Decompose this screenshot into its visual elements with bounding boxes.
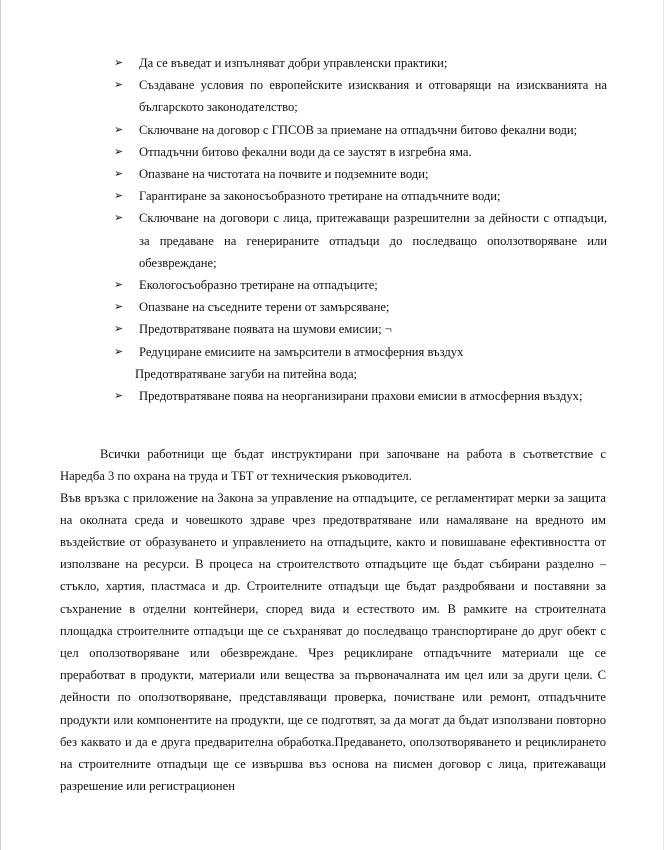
list-item: ➢ Да се въведат и изпълняват добри управленски практики; (0, 52, 664, 74)
list-item: ➢ Редуциране емисиите на замърсители в атмосферния въздух (0, 341, 664, 363)
arrowhead-bullet-icon: ➢ (114, 78, 124, 92)
list-item: ➢ Опазване на съседните терени от замърсяване; (0, 296, 664, 318)
arrowhead-bullet-icon: ➢ (114, 122, 124, 136)
measures-bullet-list (0, 52, 664, 407)
arrowhead-bullet-icon: ➢ (114, 211, 124, 225)
instruction-paragraph: Всички работници ще бъдат инструктирани при започване на работа в съответствие с Наредба 3 по охрана на труда и ТБТ от техническия ръководител. (60, 446, 606, 483)
list-item: ➢ Опазване на чистотата на почвите и подземните води; (0, 163, 664, 185)
arrowhead-bullet-icon: ➢ (114, 322, 124, 336)
arrowhead-bullet-icon: ➢ (114, 344, 124, 358)
arrowhead-bullet-icon: ➢ (114, 300, 124, 314)
list-item: ➢ Сключване на договори с лица, притежаващи разрешителни за дейности с отпадъци, за предаване на генерираните отпадъци до последващо оползотворяване или обезвреждане; (0, 207, 664, 274)
list-item: ➢ Екологосъобразно третиране на отпадъците; (0, 274, 664, 296)
waste-management-paragraph: Във връзка с приложение на Закона за управление на отпадъците, се регламентират мерки за защита на околната среда и човешкото здраве чрез предотвратяване или намаляване на вредното им въздействие от образуването и управлението на отпадъците, както и повишаване ефективността от използване на ресурси. В процеса на строителството отпадъците ще бъдат събирани разделно – стъкло, хартия, пластмаса и др. Строителните отпадъци ще бъдат раздробявани и поставяни за съхранение в отделни контейнери, според вида и естеството им. В рамките на строителната площадка строителните отпадъци ще се съхраняват до последващо транспортиране до друг обект с цел оползотворяване или обезвреждане. Чрез рециклиране отпадъчните материали ще се преработват в продукти, материали или вещества за първоначалната им цел или за други цели. С дейности по оползотворяване, представляващи проверка, почистване или ремонт, отпадъчните продукти или компонентите на продукти, ще се подготвят, за да могат да бъдат използвани повторно без каквато и да е друга предварителна обработка.Предаването, оползотворяването и рециклирането на строителните отпадъци ще се извършва въз основа на писмен договор с лица, притежаващи разрешение или регистрационен (60, 490, 606, 794)
arrowhead-bullet-icon: ➢ (114, 56, 124, 69)
arrowhead-bullet-icon: ➢ (114, 144, 124, 158)
arrowhead-bullet-icon: ➢ (114, 389, 124, 403)
arrowhead-bullet-icon: ➢ (114, 167, 124, 181)
list-item: ➢ Отпадъчни битово фекални води да се заустят в изгребна яма. (0, 141, 664, 163)
list-item: ➢ Предотвратяване поява на неорганизирани прахови емисии в атмосферния въздух; (0, 385, 664, 407)
arrowhead-bullet-icon: ➢ (114, 189, 124, 203)
list-item: ➢ Гарантиране за законосъобразното третиране на отпадъчните води; (0, 185, 664, 207)
list-item: ➢ Създаване условия по европейските изисквания и отговарящи на изискванията на българското законодателство; (0, 74, 664, 118)
list-item: ➢ Сключване на договор с ГПСОВ за приемане на отпадъчни битово фекални води; (0, 119, 664, 141)
list-item-unbulleted: Предотвратяване загуби на питейна вода; (135, 366, 358, 381)
list-item: ➢ Предотвратяване появата на шумови емисии; ¬ (0, 318, 664, 340)
arrowhead-bullet-icon: ➢ (114, 278, 124, 292)
